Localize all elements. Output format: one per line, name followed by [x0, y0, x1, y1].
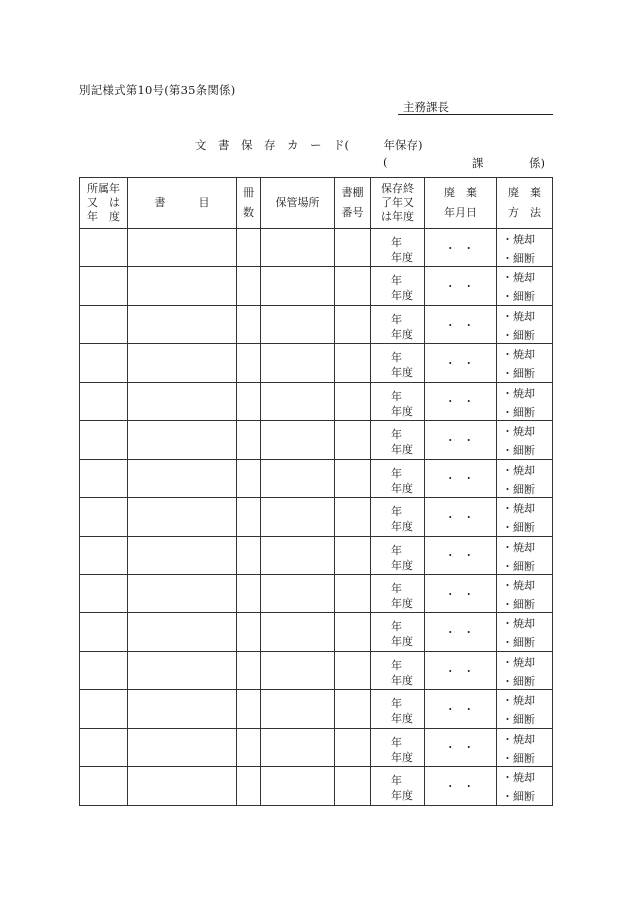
cell-disposal-date[interactable]	[425, 267, 497, 305]
method-shred-option[interactable]: ・細断	[502, 597, 535, 611]
cell-disposal-method[interactable]	[497, 229, 553, 267]
cell-place[interactable]	[261, 690, 335, 728]
cell-year[interactable]	[80, 613, 128, 651]
cell-title[interactable]	[128, 229, 237, 267]
cell-count[interactable]	[237, 344, 261, 382]
method-shred-option[interactable]: ・細断	[502, 328, 535, 342]
cell-disposal-method[interactable]	[497, 421, 553, 459]
method-burn-option[interactable]: ・焼却	[502, 309, 535, 323]
cell-end-year[interactable]	[371, 267, 425, 305]
header-year-line: 所属年	[87, 182, 120, 195]
cell-count[interactable]	[237, 536, 261, 574]
cell-count[interactable]	[237, 690, 261, 728]
disposal-date-placeholder: ・ ・	[444, 549, 477, 563]
cell-year[interactable]	[80, 498, 128, 536]
end-year-label: 年	[391, 735, 402, 749]
method-shred-option[interactable]: ・細断	[502, 636, 535, 650]
section-division-label: 課	[472, 156, 484, 170]
cell-disposal-date[interactable]	[425, 305, 497, 343]
cell-title[interactable]	[128, 574, 237, 612]
end-year-label: 年	[391, 466, 402, 480]
cell-count[interactable]	[237, 382, 261, 420]
end-fiscal-year-label: 年度	[391, 404, 413, 418]
cell-year[interactable]	[80, 344, 128, 382]
header-row	[80, 178, 553, 229]
end-fiscal-year-label: 年度	[391, 251, 413, 264]
cell-shelf[interactable]	[335, 728, 371, 766]
cell-year[interactable]	[80, 574, 128, 612]
end-year-label: 年	[391, 274, 402, 288]
method-burn-option[interactable]: ・焼却	[502, 502, 535, 516]
header-disposal-method-line: 廃 棄	[508, 186, 541, 199]
cell-end-year[interactable]	[371, 767, 425, 805]
table-row	[80, 574, 553, 612]
end-fiscal-year-label: 年度	[391, 366, 413, 380]
disposal-date-placeholder: ・ ・	[444, 280, 477, 294]
cell-title[interactable]	[128, 459, 237, 497]
disposal-date-placeholder: ・ ・	[444, 241, 477, 255]
cell-title[interactable]	[128, 651, 237, 689]
card-title: 文 書 保 存 カ ー ド( 年保存)	[195, 138, 423, 152]
cell-place[interactable]	[261, 613, 335, 651]
cell-title[interactable]	[128, 305, 237, 343]
table-row	[80, 536, 553, 574]
cell-end-year[interactable]	[371, 498, 425, 536]
disposal-date-placeholder: ・ ・	[444, 357, 477, 371]
disposal-date-placeholder: ・ ・	[444, 587, 477, 601]
cell-shelf[interactable]	[335, 267, 371, 305]
cell-place[interactable]	[261, 229, 335, 267]
method-shred-option[interactable]: ・細断	[502, 674, 535, 688]
end-fiscal-year-label: 年度	[391, 289, 413, 303]
cell-title[interactable]	[128, 421, 237, 459]
method-burn-option[interactable]: ・焼却	[502, 578, 535, 592]
cell-end-year[interactable]	[371, 382, 425, 420]
header-shelf-line: 書棚	[341, 186, 364, 199]
cell-title[interactable]	[128, 344, 237, 382]
cell-title[interactable]	[128, 728, 237, 766]
end-fiscal-year-label: 年度	[391, 712, 413, 726]
cell-end-year[interactable]	[371, 613, 425, 651]
cell-place[interactable]	[261, 305, 335, 343]
cell-year[interactable]	[80, 382, 128, 420]
cell-shelf[interactable]	[335, 459, 371, 497]
table-row	[80, 651, 553, 689]
cell-disposal-method[interactable]	[497, 690, 553, 728]
cell-title[interactable]	[128, 267, 237, 305]
cell-count[interactable]	[237, 728, 261, 766]
cell-shelf[interactable]	[335, 498, 371, 536]
cell-disposal-date[interactable]	[425, 459, 497, 497]
table-row	[80, 690, 553, 728]
method-burn-option[interactable]: ・焼却	[502, 386, 535, 400]
method-burn-option[interactable]: ・焼却	[502, 348, 535, 362]
end-fiscal-year-label: 年度	[391, 520, 413, 534]
cell-disposal-method[interactable]	[497, 344, 553, 382]
cell-disposal-date[interactable]	[425, 421, 497, 459]
cell-title[interactable]	[128, 498, 237, 536]
cell-disposal-date[interactable]	[425, 728, 497, 766]
cell-disposal-date[interactable]	[425, 229, 497, 267]
end-fiscal-year-label: 年度	[391, 481, 413, 495]
chief-label: 主務課長	[403, 100, 449, 114]
cell-disposal-method[interactable]	[497, 728, 553, 766]
cell-count[interactable]	[237, 459, 261, 497]
end-year-label: 年	[391, 312, 402, 326]
document-storage-table	[79, 177, 553, 806]
cell-place[interactable]	[261, 536, 335, 574]
cell-place[interactable]	[261, 382, 335, 420]
chief-signature-line[interactable]	[398, 99, 553, 115]
cell-count[interactable]	[237, 651, 261, 689]
cell-title[interactable]	[128, 536, 237, 574]
cell-year[interactable]	[80, 267, 128, 305]
disposal-date-placeholder: ・ ・	[444, 510, 477, 524]
cell-shelf[interactable]	[335, 421, 371, 459]
header-disposal-date-line: 廃 棄	[444, 186, 477, 199]
cell-disposal-date[interactable]	[425, 651, 497, 689]
method-burn-option[interactable]: ・焼却	[502, 617, 535, 631]
cell-disposal-method[interactable]	[497, 305, 553, 343]
end-fiscal-year-label: 年度	[391, 635, 413, 649]
method-burn-option[interactable]: ・焼却	[502, 540, 535, 554]
cell-end-year[interactable]	[371, 229, 425, 267]
method-shred-option[interactable]: ・細断	[502, 252, 535, 265]
end-year-label: 年	[391, 581, 402, 595]
disposal-date-placeholder: ・ ・	[444, 472, 477, 486]
header-year-line: 年 度	[87, 210, 120, 223]
cell-disposal-date[interactable]	[425, 574, 497, 612]
cell-end-year[interactable]	[371, 690, 425, 728]
cell-shelf[interactable]	[335, 574, 371, 612]
cell-disposal-method[interactable]	[497, 267, 553, 305]
cell-year[interactable]	[80, 651, 128, 689]
cell-disposal-method[interactable]	[497, 536, 553, 574]
end-fiscal-year-label: 年度	[391, 558, 413, 572]
table-row	[80, 229, 553, 267]
header-count	[237, 178, 261, 229]
disposal-date-placeholder: ・ ・	[444, 702, 477, 716]
end-fiscal-year-label: 年度	[391, 789, 413, 803]
disposal-date-placeholder: ・ ・	[444, 433, 477, 447]
method-shred-option[interactable]: ・細断	[502, 444, 535, 458]
table-row	[80, 728, 553, 766]
end-year-label: 年	[391, 543, 402, 557]
section-open-paren: (	[383, 155, 388, 169]
table-row	[80, 459, 553, 497]
cell-count[interactable]	[237, 229, 261, 267]
cell-year[interactable]	[80, 421, 128, 459]
cell-place[interactable]	[261, 767, 335, 805]
header-end-line: 保存終	[381, 182, 414, 195]
cell-year[interactable]	[80, 767, 128, 805]
cell-end-year[interactable]	[371, 421, 425, 459]
cell-disposal-date[interactable]	[425, 536, 497, 574]
cell-shelf[interactable]	[335, 767, 371, 805]
cell-disposal-method[interactable]	[497, 574, 553, 612]
cell-shelf[interactable]	[335, 382, 371, 420]
cell-count[interactable]	[237, 767, 261, 805]
cell-disposal-date[interactable]	[425, 767, 497, 805]
cell-end-year[interactable]	[371, 305, 425, 343]
cell-count[interactable]	[237, 613, 261, 651]
end-year-label: 年	[391, 774, 402, 788]
cell-place[interactable]	[261, 421, 335, 459]
disposal-date-placeholder: ・ ・	[444, 664, 477, 678]
header-shelf	[335, 178, 371, 229]
end-year-label: 年	[391, 658, 402, 672]
method-shred-option[interactable]: ・細断	[502, 521, 535, 535]
cell-disposal-date[interactable]	[425, 498, 497, 536]
end-fiscal-year-label: 年度	[391, 327, 413, 341]
disposal-date-placeholder: ・ ・	[444, 395, 477, 409]
header-end-line: は年度	[381, 210, 414, 223]
cell-year[interactable]	[80, 305, 128, 343]
form-number-label: 別記様式第10号(第35条関係)	[79, 83, 236, 97]
header-disposal-date	[425, 178, 497, 229]
header-end-line: 了年又	[381, 196, 414, 209]
cell-place[interactable]	[261, 574, 335, 612]
cell-disposal-date[interactable]	[425, 690, 497, 728]
cell-place[interactable]	[261, 459, 335, 497]
cell-shelf[interactable]	[335, 305, 371, 343]
header-count-line: 数	[243, 206, 254, 219]
method-burn-option[interactable]: ・焼却	[502, 655, 535, 669]
cell-disposal-date[interactable]	[425, 382, 497, 420]
cell-count[interactable]	[237, 305, 261, 343]
cell-place[interactable]	[261, 344, 335, 382]
cell-place[interactable]	[261, 651, 335, 689]
cell-year[interactable]	[80, 536, 128, 574]
method-burn-option[interactable]: ・焼却	[502, 233, 535, 246]
cell-place[interactable]	[261, 498, 335, 536]
cell-shelf[interactable]	[335, 344, 371, 382]
cell-title[interactable]	[128, 690, 237, 728]
cell-year[interactable]	[80, 459, 128, 497]
cell-disposal-method[interactable]	[497, 459, 553, 497]
cell-disposal-method[interactable]	[497, 613, 553, 651]
header-disposal-date-line: 年月日	[444, 206, 477, 219]
cell-place[interactable]	[261, 267, 335, 305]
cell-disposal-date[interactable]	[425, 613, 497, 651]
method-burn-option[interactable]: ・焼却	[502, 463, 535, 477]
cell-shelf[interactable]	[335, 651, 371, 689]
cell-end-year[interactable]	[371, 728, 425, 766]
header-end-year	[371, 178, 425, 229]
table-row	[80, 421, 553, 459]
table-row	[80, 613, 553, 651]
disposal-date-placeholder: ・ ・	[444, 741, 477, 755]
cell-end-year[interactable]	[371, 344, 425, 382]
end-year-label: 年	[391, 697, 402, 711]
cell-end-year[interactable]	[371, 574, 425, 612]
cell-end-year[interactable]	[371, 459, 425, 497]
table-row	[80, 382, 553, 420]
end-year-label: 年	[391, 236, 402, 249]
header-count-line: 冊	[243, 186, 254, 199]
cell-year[interactable]	[80, 690, 128, 728]
method-shred-option[interactable]: ・細断	[502, 405, 535, 419]
end-year-label: 年	[391, 428, 402, 442]
end-fiscal-year-label: 年度	[391, 596, 413, 610]
header-year	[80, 178, 128, 229]
header-disposal-method	[497, 178, 553, 229]
method-shred-option[interactable]: ・細断	[502, 482, 535, 496]
end-year-label: 年	[391, 389, 402, 403]
header-place: 保管場所	[261, 178, 335, 229]
cell-shelf[interactable]	[335, 613, 371, 651]
cell-title[interactable]	[128, 613, 237, 651]
table-row	[80, 305, 553, 343]
header-year-line: 又 は	[87, 196, 120, 209]
cell-year[interactable]	[80, 229, 128, 267]
table-row	[80, 498, 553, 536]
method-burn-option[interactable]: ・焼却	[502, 271, 535, 285]
cell-end-year[interactable]	[371, 651, 425, 689]
method-burn-option[interactable]: ・焼却	[502, 732, 535, 746]
cell-place[interactable]	[261, 728, 335, 766]
disposal-date-placeholder: ・ ・	[444, 626, 477, 640]
method-shred-option[interactable]: ・細断	[502, 367, 535, 381]
method-shred-option[interactable]: ・細断	[502, 290, 535, 304]
cell-count[interactable]	[237, 574, 261, 612]
cell-count[interactable]	[237, 498, 261, 536]
method-shred-option[interactable]: ・細断	[502, 713, 535, 727]
section-unit-label: 係)	[529, 156, 545, 170]
end-year-label: 年	[391, 505, 402, 519]
cell-count[interactable]	[237, 267, 261, 305]
table-row	[80, 767, 553, 805]
disposal-date-placeholder: ・ ・	[444, 779, 477, 793]
end-year-label: 年	[391, 620, 402, 634]
method-shred-option[interactable]: ・細断	[502, 559, 535, 573]
method-burn-option[interactable]: ・焼却	[502, 771, 535, 785]
cell-shelf[interactable]	[335, 536, 371, 574]
method-burn-option[interactable]: ・焼却	[502, 694, 535, 708]
table-row	[80, 344, 553, 382]
cell-count[interactable]	[237, 421, 261, 459]
cell-title[interactable]	[128, 382, 237, 420]
end-fiscal-year-label: 年度	[391, 750, 413, 764]
cell-disposal-date[interactable]	[425, 344, 497, 382]
cell-year[interactable]	[80, 728, 128, 766]
header-shelf-line: 番号	[341, 206, 364, 219]
cell-disposal-method[interactable]	[497, 498, 553, 536]
end-fiscal-year-label: 年度	[391, 443, 413, 457]
header-title: 書 目	[128, 178, 237, 229]
cell-disposal-method[interactable]	[497, 651, 553, 689]
table-row	[80, 267, 553, 305]
cell-end-year[interactable]	[371, 536, 425, 574]
method-shred-option[interactable]: ・細断	[502, 751, 535, 765]
method-burn-option[interactable]: ・焼却	[502, 425, 535, 439]
cell-disposal-method[interactable]	[497, 382, 553, 420]
method-shred-option[interactable]: ・細断	[502, 790, 535, 804]
cell-shelf[interactable]	[335, 690, 371, 728]
cell-title[interactable]	[128, 767, 237, 805]
cell-disposal-method[interactable]	[497, 767, 553, 805]
end-year-label: 年	[391, 351, 402, 365]
disposal-date-placeholder: ・ ・	[444, 318, 477, 332]
cell-shelf[interactable]	[335, 229, 371, 267]
end-fiscal-year-label: 年度	[391, 673, 413, 687]
header-disposal-method-line: 方 法	[508, 206, 541, 219]
